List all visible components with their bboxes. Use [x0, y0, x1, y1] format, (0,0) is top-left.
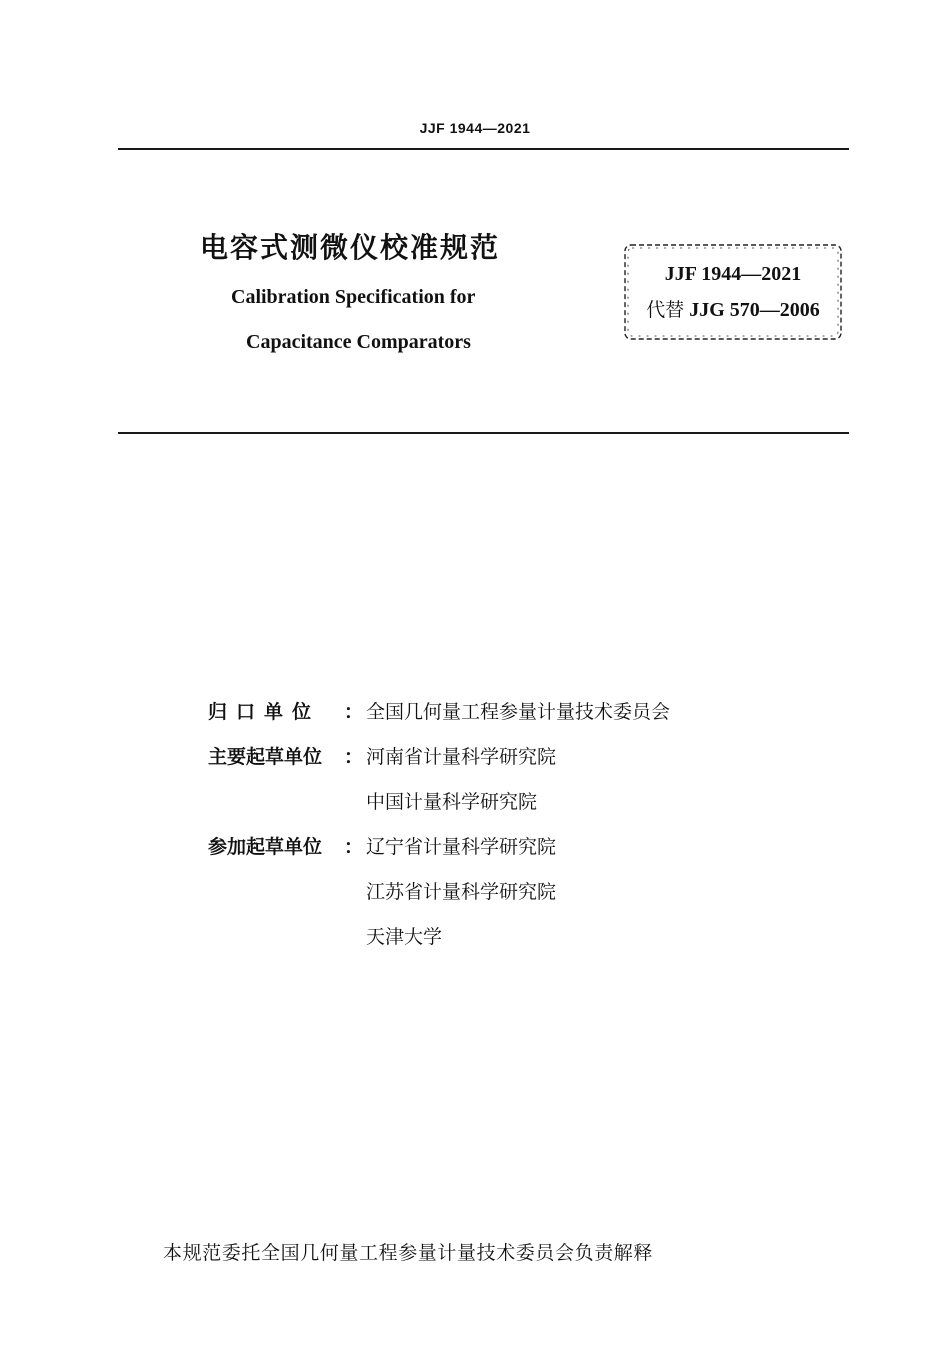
interpretation-note: 本规范委托全国几何量工程参量计量技术委员会负责解释 [163, 1242, 654, 1264]
page-title-en-line1: Calibration Specification for [231, 286, 476, 308]
page-title-zh: 电容式测微仪校准规范 [200, 231, 501, 264]
responsible-unit-value: 全国几何量工程参量计量技术委员会 [366, 701, 671, 723]
responsible-unit-label: 归口单位 [208, 701, 321, 723]
participating-drafting-unit: 江苏省计量科学研究院 [366, 881, 557, 903]
page-title-en-line2: Capacitance Comparators [246, 331, 471, 353]
participating-drafting-unit: 辽宁省计量科学研究院 [366, 836, 557, 858]
standard-code: JJF 1944—2021 [664, 263, 802, 285]
replaces-prefix: 代替 [646, 299, 685, 321]
label-colon: ： [344, 701, 364, 723]
main-drafting-unit: 河南省计量科学研究院 [366, 746, 557, 768]
replaced-standard-code: JJG 570—2006 [689, 299, 820, 321]
main-drafting-unit: 中国计量科学研究院 [366, 791, 538, 813]
participating-drafting-unit: 天津大学 [366, 926, 443, 948]
title-divider [118, 432, 849, 434]
running-header-code: JJF 1944—2021 [419, 120, 531, 136]
decorative-chain-border [621, 241, 845, 343]
header-divider [118, 148, 849, 150]
standard-code-box [621, 241, 845, 343]
replaces-line [621, 295, 845, 322]
main-drafting-label: 主要起草单位 [208, 746, 323, 768]
participating-drafting-label: 参加起草单位 [208, 836, 323, 858]
label-colon: ： [344, 746, 364, 768]
label-colon: ： [344, 836, 364, 858]
